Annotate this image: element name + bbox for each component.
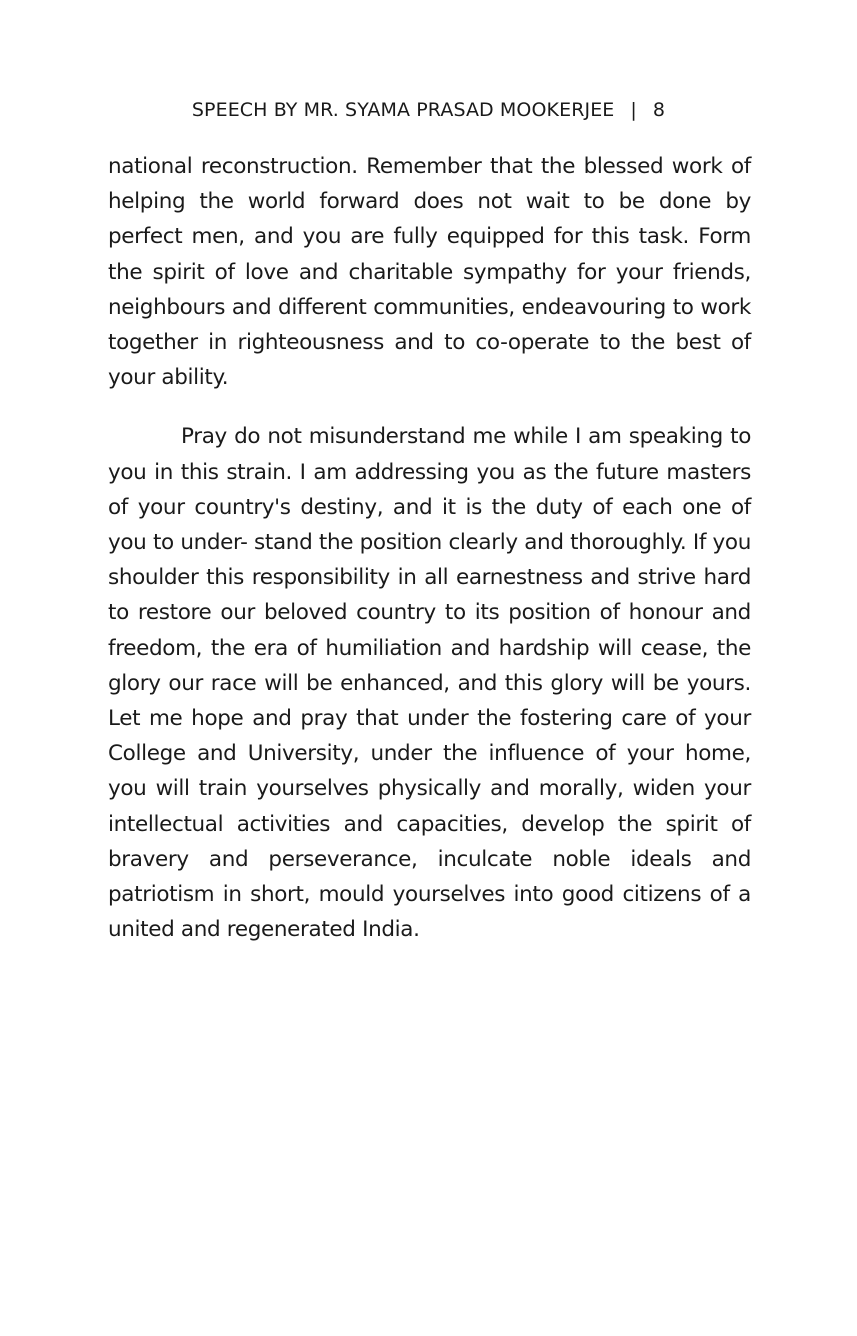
running-header-title: SPEECH BY MR. SYAMA PRASAD MOOKERJEE: [191, 99, 615, 121]
paragraph-continued: national reconstruction. Remember that the blessed work of helping the world forward does not wait to be done by perfect men, and you are fully equipped for this task. Form the spirit of love and charitable sympathy for your friends, neighbours and different communities, endeavouring to work together in righteousness and to co-operate to the best of your ability.: [108, 154, 751, 391]
body-text: [108, 149, 751, 947]
running-header: [0, 97, 857, 123]
paragraph: Pray do not misunderstand me while I am speaking to you in this strain. I am addressing you as the future masters of your country's destiny, and it is the duty of each one of you to under- stand the position clearly and thoroughly. If you shoulder this responsibility in all earnestness and strive hard to restore our beloved country to its position of honour and freedom, the era of humiliation and hardship will cease, the glory our race will be enhanced, and this glory will be yours. Let me hope and pray that under the fostering care of your College and University, under the influence of your home, you will train yourselves physically and morally, widen your intellectual activities and capacities, develop the spirit of bravery and perseverance, inculcate noble ideals and patriotism in short, mould yourselves into good citizens of a united and regenerated India.: [108, 424, 751, 943]
running-header-separator: |: [630, 99, 637, 121]
page-number: 8: [652, 99, 666, 121]
